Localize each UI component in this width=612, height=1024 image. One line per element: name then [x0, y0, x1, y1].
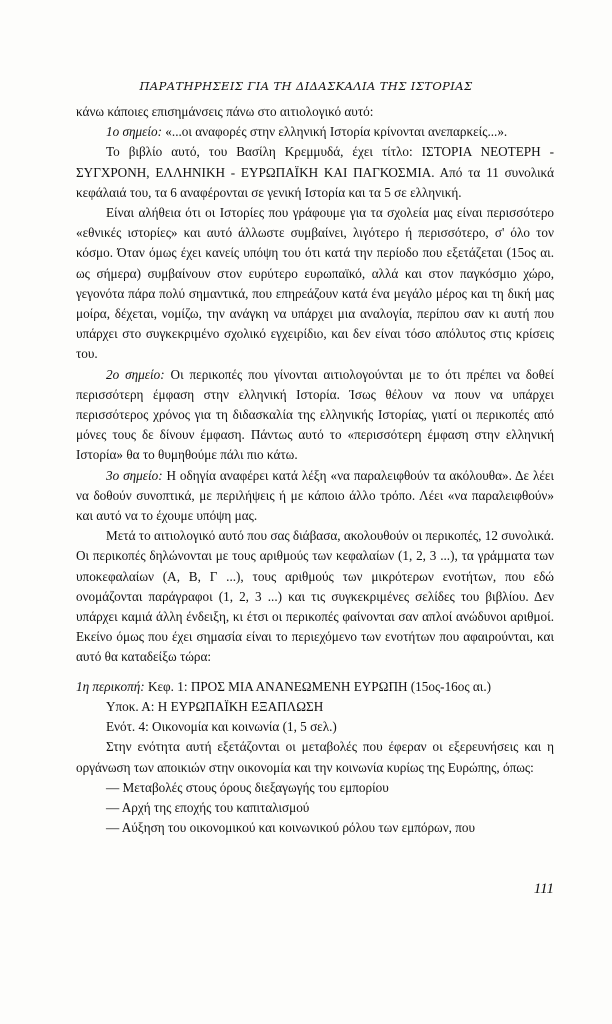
section-gap [76, 668, 554, 677]
page-number: 111 [533, 881, 554, 897]
cut-label: 1η περικοπή: [76, 678, 145, 694]
point-label: 3ο σημείο: [106, 467, 163, 483]
paragraph-cuts-overview: Μετά το αιτιολογικό αυτό που σας διάβασα, ακολουθούν οι περικοπές, 12 συνολικά. Οι περικοπές δηλώνονται με τους αριθμούς των κεφαλαίων (1, 2, 3 ...), τα γράμματα των υποκεφαλαίων (Α, Β, Γ ...), τους αριθμούς των μικρότερων ενοτήτων, που εδώ ονομάζονται παράγραφοι (1, 2, 3 ...) και τις συγκεκριμένες σελίδες του βιβλίου. Δεν υπάρχει καμιά άλλη ένδειξη, κι έτσι οι περικοπές φαίνονται σαν απλοί ανώδυνοι αριθμοί. Εκείνο όμως που έχει σημασία είναι το περιεχόμενο των ενοτήτων που αφαιρούνται, και αυτό θα καταδείξω τώρα: [76, 528, 554, 665]
point-label: 1ο σημείο: [106, 124, 162, 140]
paragraph-point-2 [76, 365, 554, 466]
point-label: 2ο σημείο: [106, 366, 165, 382]
list-item: — Αρχή της εποχής του καπιταλισμού [106, 799, 310, 815]
cut-unit: Ενότ. 4: Οικονομία και κοινωνία (1, 5 σελ.) [106, 719, 337, 735]
paragraph-intro: κάνω κάποιες επισημάνσεις πάνω στο αιτιολογικό αυτό: [76, 104, 374, 119]
cut-subchapter: Υποκ. Α: Η ΕΥΡΩΠΑΪΚΗ ΕΞΑΠΛΩΣΗ [106, 698, 324, 714]
list-item: — Αύξηση του οικονομικού και κοινωνικού ρόλου των εμπόρων, που [106, 820, 476, 836]
point-text: «...οι αναφορές στην ελληνική Ιστορία κρίνονται ανεπαρκείς...». [162, 124, 508, 140]
paragraph-point-1 [76, 122, 554, 142]
cut-chapter: Κεφ. 1: ΠΡΟΣ ΜΙΑ ΑΝΑΝΕΩΜΕΝΗ ΕΥΡΩΠΗ (15ος-16ος αι.) [144, 678, 492, 694]
point-text: Η οδηγία αναφέρει κατά λέξη «να παραλειφθούν τα ακόλουθα». Δε λέει να δοθούν συνοπτικά, με περιλήψεις ή με κάποιο άλλο τρόπο. Λέει «να παραλειφθούν» και αυτό να το έχουμε υπόψη μας. [76, 467, 554, 524]
cut-heading [76, 677, 554, 697]
point-text: Οι περικοπές που γίνονται αιτιολογούνται με το ότι πρέπει να δοθεί περισσότερη έμφαση στην ελληνική Ιστορία. Ίσως θέλουν να πουν να υπάρχει περισσότερος χρόνος για τη διδασκαλία της ελληνικής Ιστορίας, γιατί οι περικοπές από μόνες τους δε δίνουν έμφαση. Πάντως αυτό το «περισσότερη έμφαση στην ελληνική Ιστορία» θα το θυμηθούμε πάλι πιο κάτω. [76, 366, 554, 463]
list-item: — Μεταβολές στους όρους διεξαγωγής του εμπορίου [106, 779, 389, 795]
paragraph-national-histories: Είναι αλήθεια ότι οι Ιστορίες που γράφουμε για τα σχολεία μας είναι περισσότερο «εθνικές ιστορίες» και αυτό άλλωστε συμβαίνει, λιγότερο ή περισσότερο, σ' όλο τον κόσμο. Όταν όμως έχει κανείς υπόψη του ότι κατά την περίοδο που εξετάζεται (15ος αι. ως σήμερα) συμβαίνουν στον ευρύτερο ευρωπαϊκό, αλλά και στον παγκόσμιο χώρο, γεγονότα πάρα πολύ σημαντικά, που επηρεάζουν κατά ένα μεγάλο μέρος και τη δική μας μοίρα, δέχεται, νομίζω, την ανάγκη να υπάρχει μια αναλογία, περίπου σαν κι αυτή που υπάρχει στο συγκεκριμένο σχολικό εγχειρίδιο, και δεν είναι τόσο απόλυτος στις κρίσεις του. [76, 205, 554, 362]
body-text [76, 102, 554, 838]
paragraph-point-3 [76, 466, 554, 527]
cut-intro: Στην ενότητα αυτή εξετάζονται οι μεταβολές που έφεραν οι εξερευνήσεις και η οργάνωση των αποικιών στην οικονομία και την κοινωνία κυρίως της Ευρώπης, όπως: [76, 739, 554, 775]
running-head: ΠΑΡΑΤΗΡΗΣΕΙΣ ΓΙΑ ΤΗ ΔΙΔΑΣΚΑΛΙΑ ΤΗΣ ΙΣΤΟΡΙΑΣ [139, 79, 473, 93]
paragraph-book-title: Το βιβλίο αυτό, του Βασίλη Κρεμμυδά, έχει τίτλο: ΙΣΤΟΡΙΑ ΝΕΟΤΕΡΗ - ΣΥΓΧΡΟΝΗ, ΕΛΛΗΝΙΚΗ - ΕΥΡΩΠΑΪΚΗ ΚΑΙ ΠΑΓΚΟΣΜΙΑ. Από τα 11 συνολικά κεφάλαιά του, τα 6 αναφέρονται σε γενική Ιστορία και τα 5 σε ελληνική. [76, 144, 554, 200]
